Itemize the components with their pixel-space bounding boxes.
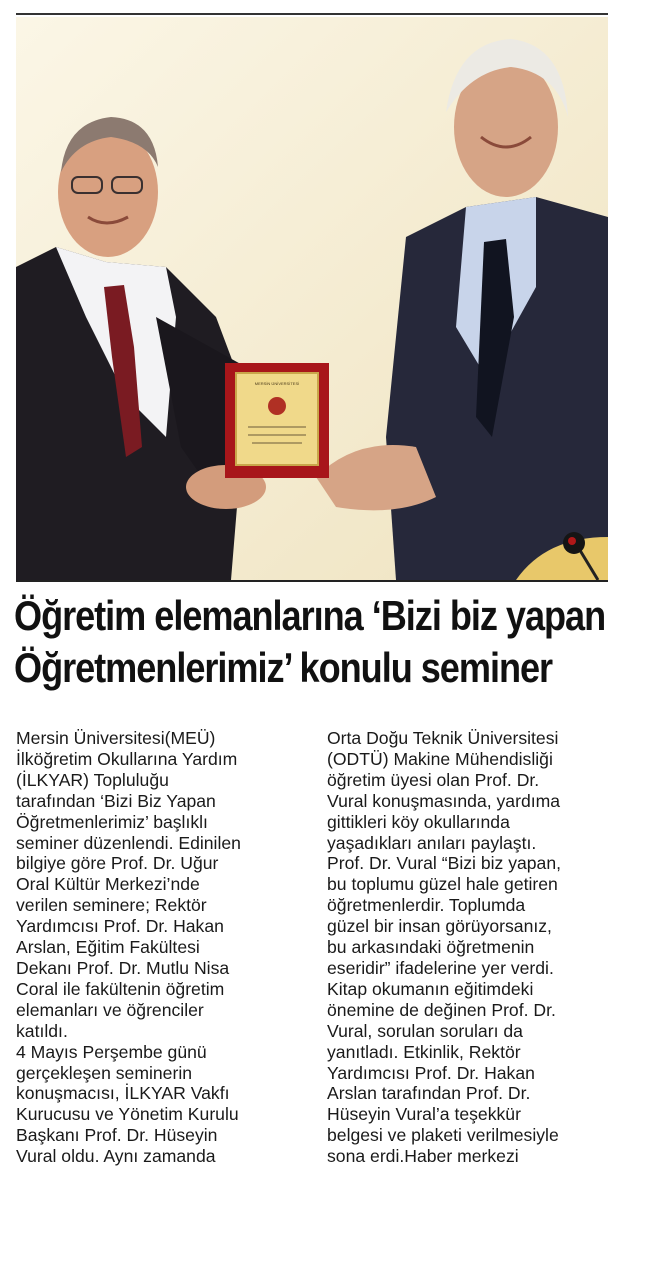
- body-line: belgesi ve plaketi verilmesiyle: [327, 1125, 559, 1146]
- body-line: Vural, sorulan soruları da: [327, 1020, 523, 1041]
- photo-illustration: [16, 17, 608, 580]
- body-line: (ODTÜ) Makine Mühendisliği: [327, 748, 553, 769]
- body-line: Vural oldu. Aynı zamanda: [16, 1146, 216, 1167]
- plaque-text: MERSİN ÜNİVERSİTESİ: [254, 381, 300, 386]
- body-line: bilgiye göre Prof. Dr. Uğur: [16, 853, 219, 874]
- body-line: konuşmacısı, İLKYAR Vakfı: [16, 1083, 230, 1104]
- body-line: seminer düzenlendi. Edinilen: [16, 832, 241, 853]
- body-line: yanıtladı. Etkinlik, Rektör: [327, 1041, 521, 1062]
- body-line: Coral ile fakültenin öğretim: [16, 978, 225, 999]
- body-line: Kitap okumanın eğitimdeki: [327, 978, 534, 999]
- body-line: Yardımcısı Prof. Dr. Hakan: [16, 916, 224, 937]
- body-line: Kurucusu ve Yönetim Kurulu: [16, 1104, 239, 1125]
- photo-bottom-rule: [16, 580, 608, 582]
- body-line: bu toplumu güzel hale getiren: [327, 874, 558, 895]
- body-line: Orta Doğu Teknik Üniversitesi: [327, 728, 559, 748]
- body-line: Yardımcısı Prof. Dr. Hakan: [327, 1062, 535, 1083]
- body-line: Dekanı Prof. Dr. Mutlu Nisa: [16, 957, 230, 978]
- body-line: sona erdi.Haber merkezi: [327, 1146, 519, 1167]
- body-line: bu arkasındaki öğretmenin: [327, 937, 535, 958]
- body-line: tarafından ‘Bizi Biz Yapan: [16, 790, 216, 811]
- body-line: eseridir” ifadelerine yer verdi.: [327, 957, 554, 978]
- body-line: Hüseyin Vural’a teşekkür: [327, 1104, 521, 1125]
- top-rule: [16, 13, 608, 15]
- body-line: gerçekleşen seminerin: [16, 1062, 193, 1083]
- body-line: önemine de değinen Prof. Dr.: [327, 999, 556, 1020]
- body-line: katıldı.: [16, 1020, 68, 1041]
- body-line: Arslan tarafından Prof. Dr.: [327, 1083, 531, 1104]
- body-line: Başkanı Prof. Dr. Hüseyin: [16, 1125, 218, 1146]
- award-plaque: [225, 363, 329, 478]
- body-line: Prof. Dr. Vural “Bizi biz yapan,: [327, 853, 562, 874]
- body-line: öğretmenlerdir. Toplumda: [327, 895, 526, 916]
- article-body-left-column: [16, 728, 296, 1167]
- body-line: güzel bir insan görüyorsanız,: [327, 916, 552, 937]
- body-line: öğretim üyesi olan Prof. Dr.: [327, 769, 540, 790]
- body-line: Arslan, Eğitim Fakültesi: [16, 937, 200, 958]
- body-line: elemanları ve öğrenciler: [16, 999, 204, 1020]
- body-line: Mersin Üniversitesi(MEÜ): [16, 728, 216, 748]
- body-line: verilen seminere; Rektör: [16, 895, 207, 916]
- article-headline: [14, 590, 606, 694]
- body-line: gittikleri köy okullarında: [327, 811, 510, 832]
- body-line: İlköğretim Okullarına Yardım: [16, 748, 238, 769]
- body-line: (İLKYAR) Topluluğu: [16, 769, 169, 790]
- body-line: 4 Mayıs Perşembe günü: [16, 1041, 207, 1062]
- headline-line: Öğretim elemanlarına ‘Bizi biz yapan: [14, 592, 606, 639]
- news-photo: [16, 17, 608, 580]
- body-line: Oral Kültür Merkezi’nde: [16, 874, 200, 895]
- article-body-right-column: [327, 728, 617, 1167]
- body-line: Vural konuşmasında, yardıma: [327, 790, 561, 811]
- body-line: Öğretmenlerimiz’ başlıklı: [16, 811, 208, 832]
- headline-line: Öğretmenlerimiz’ konulu seminer: [14, 644, 553, 691]
- body-line: yaşadıkları anıları paylaştı.: [327, 832, 537, 853]
